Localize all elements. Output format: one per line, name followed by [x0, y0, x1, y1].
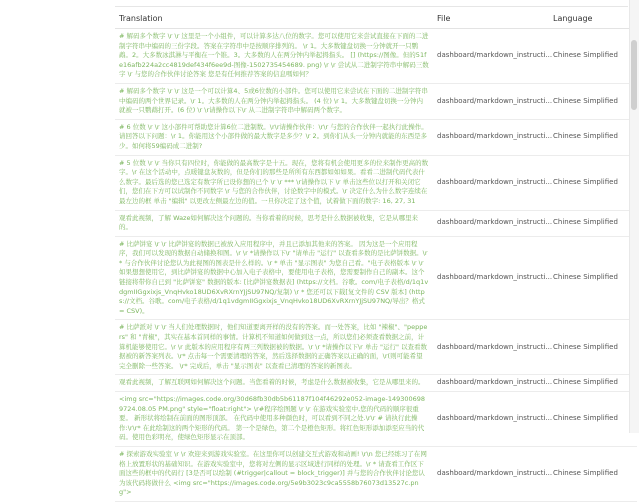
translation-text: 观看此视频，了解 Waze如何解决这个问题的。当你看着的时候，思考是什么数据被收集，它是从哪里来的。	[119, 213, 418, 232]
translation-cell	[115, 210, 433, 236]
table-row[interactable]	[115, 210, 637, 236]
translation-cell	[115, 155, 433, 210]
sidebar-area	[0, 0, 114, 433]
translation-table	[115, 8, 637, 502]
language-cell: Chinese Simplified	[549, 320, 637, 375]
translation-cell	[115, 446, 433, 501]
table-row[interactable]	[115, 83, 637, 119]
language-cell: Chinese Simplified	[549, 236, 637, 320]
file-cell: dashboard/markdown_instructi...	[433, 375, 549, 392]
translation-text: # 比萨派对 \r \r 当人们处理数据时，他们知道要离开样的没有的答案。而一处答案，比如 "辣椒"、"peppers" 和 "青椒"，其实在基本首同样的事情。计算机不知道如何做到这一点，所以您们必须查看数据之前，计算机能够使用它。\r \r 此版本的应用程序有两三列数据被的数据。\r \r *请操作以下\r 单击 "运行" 以查看数据被的新答案列表。\r* 点击每一个需要清理的答案，然后选择数据的正确答案以正确的面，\r(则可能希望完全删除一些答案。 \r* 完成后，单击 "显示图表" 以查看已清理的答案的新图表。	[119, 323, 428, 370]
translation-cell	[115, 83, 433, 119]
language-cell: Chinese Simplified	[549, 446, 637, 501]
column-header-file[interactable]: File	[433, 8, 549, 29]
translation-cell	[115, 392, 433, 447]
vertical-scrollbar[interactable]	[629, 0, 639, 433]
toolbar-strip	[115, 0, 628, 7]
table-row[interactable]	[115, 119, 637, 155]
file-cell: dashboard/markdown_instructi...	[433, 446, 549, 501]
table-row[interactable]	[115, 446, 637, 501]
table-header-row	[115, 8, 637, 29]
translation-cell	[115, 236, 433, 320]
translation-table-container	[115, 8, 628, 502]
translation-text: # 6 位数 \r \r 这小部件可帮助您计算6位二进制数。\r\r请操作伙伴：\r\r 与您的合作伙伴一起执行此操作。请回答以下问题：\r 1。你能用这个小部件做的最大数字是多少？\r 2。到你们从头一分钟内就能的东西是多少。如何将59编码成二进制?	[119, 122, 428, 150]
translation-text: # 解码多个数字 \r \r 这里是一个小组件，可以计算多达八位的数字。您可以使用它来尝试直接在下面的二进制字符串中编码的三份字段。答案在字符串中是按顺序排列的。 \r 1。大多数键盘切换一分钟就开一只鹦鹉。2。大多数冰淇淋与平衡在一个锥。3。大多数的人在两分钟内举起拇指头。 [] (https://图像。但的51fe16afb224a2cc4819def434f6ee9d-图像-1502735454689. png) \r \r 尝试从二进制字符串中解码三数字 \r 与您的合作伙伴讨论答案 您是有任何推荐答案的信息嗎如何？	[119, 32, 429, 79]
language-cell: Chinese Simplified	[549, 375, 637, 392]
translation-cell	[115, 119, 433, 155]
table-row[interactable]	[115, 29, 637, 84]
translation-text: # 5 位数 \r \r 当你只有四位时，你能做的最高数字是十五。现在，您将有机会使用更多的位来制作更高的数字。\r 在这个活动中，点暖键盘灰数的，但是你们的那些是所所有东西都如如如果。看看二进制代码代表什么数字。最后选的您已选定有数字所已设你想的已个 \r \r *** \r请操作以下 \r 单击这些位以打开和关闭它们，您们在下方可以试制作不同数字 \r 与您的合作伙伴，讨论数字中的模式。\r 决定什么为什么数字连续在最左边的框 单击 "编辑" 以更改左侧最左边的值。一旦你决定了这个值，试着做下面的数字: 16, 27, 31	[119, 158, 429, 205]
translation-cell	[115, 320, 433, 375]
translation-text: 观看此视频，了解互联网如何解决这个问题。当您看着的时候，考虑是什么数据被收集，它是从哪里来的。	[119, 378, 425, 387]
file-cell: dashboard/markdown_instructi...	[433, 392, 549, 447]
language-cell: Chinese Simplified	[549, 155, 637, 210]
language-cell: Chinese Simplified	[549, 83, 637, 119]
table-row[interactable]	[115, 375, 637, 392]
column-header-translation[interactable]: Translation	[115, 8, 433, 29]
file-cell: dashboard/markdown_instructi...	[433, 83, 549, 119]
translation-text: # 探索游戏实验室 \r \r 欢迎来到游戏实验室。在这里你可以创建交互式游戏和动画! \r\n 您已经练习了在网格上放置形状的基础知识。在游戏实验室中，您将对左侧的显示区域进行同样的处理。\r * 请查看工作区下面这些的框中的代码行 [3是否可以绘制 (#trigger|callout = block_trigger)] 并与您的合作伙伴讨论您认为该代码将做什么 <img src="https://images.code.org/5e9b3023c9ca5558b76073d13527c.png">	[119, 449, 427, 497]
translation-cell	[115, 29, 433, 84]
language-cell: Chinese Simplified	[549, 29, 637, 84]
language-cell: Chinese Simplified	[549, 392, 637, 447]
file-cell: dashboard/markdown_instructi...	[433, 155, 549, 210]
table-row[interactable]	[115, 320, 637, 375]
translation-text: # 比萨饼宴 \r \r 比萨饼宴的数据已被放入应用程序中，并且已添加其他来的答案。 因为这是一个应用程序，我们可以发现的数据自动储换和图。\r \r *请操作以下\r "请单击 "运行" 以查看多数的是比萨饼数据。\r * 与合作伙伴讨论您认为此视图的图表是什么样的。\r * 单击 "显示图表" 为您自己看。"电子表格版本 \r \r 如果想想使用它，到比萨饼宴的数据中心加入电子表格中，要使用电子表格，您需要制作自己的副本。这个链接将带你自已到 "比萨饼宴" 数据的版本: [比萨饼宴数据表] (https://文档。谷歌。com/电子表格/d/1q1vdgmIIGgxixjs_VnqHvko18UD6XvRXrnYJjSU97NQ/复制) \r * 您还可以下载[复文件的 CSV 版本] (https://文档。谷歌。com/电子表格/d/1q1vdgmIIGgxixjs_VnqHvko18UD6XvRXrnYJjSU97NQ/导出？格式 = CSV)。	[119, 239, 429, 315]
translation-text: <img src="https://images.code.org/30d68fb30db5b61187f104f46292e052-image-1493006989724.08.05 PM.png" style="float:right"> \r#程序绘图题 \r \r 在游戏实验室中,您的代码的顺序很重要。 新形状将绘制在前面的图形顶部。 在代码中使用多种颜色时，可以看到不同之处.\r\r # 请执行此操作:\r\r* 在此绘制这的两个矩形的代码。 第一个是绿色，第二个是橙色矩形。将红色矩形添加添至应当的代码。使用色彩明亮，使绿色矩形显示在顶部。	[119, 395, 426, 442]
file-cell: dashboard/markdown_instructi...	[433, 236, 549, 320]
table-row[interactable]	[115, 392, 637, 447]
table-row[interactable]	[115, 155, 637, 210]
file-cell: dashboard/markdown_instructi...	[433, 210, 549, 236]
column-header-language[interactable]: Language	[549, 8, 637, 29]
table-row[interactable]	[115, 236, 637, 320]
translation-cell	[115, 375, 433, 392]
translation-text: # 解码多个数字 \r \r 这是一个可以计算4、5或6位数的小部件。您可以使用它来尝试在下面的二进制字符串中编码的两个世界记录。\r 1。大多数的人在两分钟内举起拇指头。 (4 位) \r 1。大多数键盘切换一分钟内就被一只鹦鹉打开。(6 位) \r \r请操作以下\r 从二进制字符串中解码两个数字。	[119, 86, 428, 115]
file-cell: dashboard/markdown_instructi...	[433, 320, 549, 375]
file-cell: dashboard/markdown_instructi...	[433, 119, 549, 155]
language-cell: Chinese Simplified	[549, 210, 637, 236]
language-cell: Chinese Simplified	[549, 119, 637, 155]
file-cell: dashboard/markdown_instructi...	[433, 29, 549, 84]
scrollbar-thumb[interactable]	[631, 40, 637, 110]
